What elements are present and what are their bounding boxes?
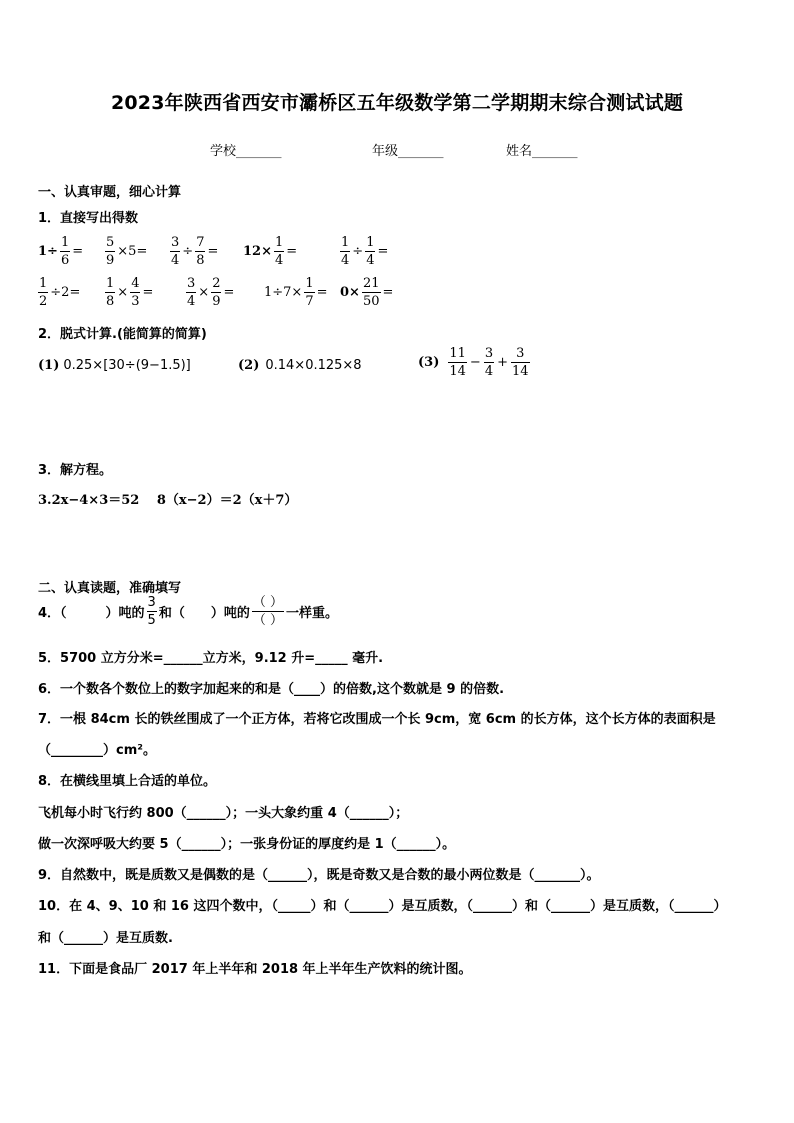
q1-row1-item1 (38, 236, 83, 267)
operator: × (117, 285, 129, 300)
expr-suffix: = (382, 285, 394, 300)
expr-prefix: 12× (243, 244, 272, 259)
fraction: $\frac{3}{4}$ (484, 346, 494, 379)
operator: − (469, 355, 481, 370)
expr-suffix: = (316, 285, 328, 300)
expr-prefix: 0× (340, 285, 360, 300)
expr-prefix: 1÷7× (264, 285, 303, 300)
fraction: $\frac{1}{4}$ (274, 235, 284, 268)
expr-suffix: = (72, 244, 84, 259)
q8-line2: 做一次深呼吸大约要 5（______）；一张身份证的厚度约是 1（______）。 (38, 837, 456, 852)
q8-line1: 飞机每小时飞行约 800（______）；一头大象约重 4（______）； (38, 806, 409, 821)
section-one-heading: 一、认真审题，细心计算 (38, 185, 182, 200)
fraction: $\frac{3}{4}$ (171, 235, 180, 268)
expr-suffix: = (207, 244, 219, 259)
fraction: $\frac{7}{8}$ (196, 235, 205, 268)
q11: 11．下面是食品厂 2017 年上半年和 2018 年上半年生产饮料的统计图。 (38, 962, 472, 977)
q2-part3 (418, 347, 530, 378)
q1-row1-item5 (340, 236, 388, 267)
q1-label: 1．直接写出得数 (38, 211, 139, 226)
q1-row2-item2 (105, 277, 153, 308)
q6: 6．一个数各个数位上的数字加起来的和是（____）的倍数,这个数就是 9 的倍数. (38, 682, 505, 697)
fraction: $\frac{1}{4}$ (366, 235, 375, 268)
q1-row2-item4 (264, 277, 328, 308)
expr-suffix: = (223, 285, 235, 300)
fraction: $\frac{1}{4}$ (341, 235, 350, 268)
fraction: $\frac{3}{5}$ (147, 595, 156, 628)
fraction: $\frac{3}{4}$ (187, 276, 196, 309)
q10-line2: 和（______）是互质数. (38, 931, 173, 946)
operator: ÷ (182, 244, 194, 259)
fraction-blank: $\frac{( )}{( )}$ (252, 595, 283, 628)
q1-row2-item3 (186, 277, 234, 308)
q1-row2-item1 (38, 277, 80, 308)
q4-text-a: 4．（ ）吨的 (38, 606, 145, 621)
expr-suffix: ÷2= (50, 285, 81, 300)
fraction: $\frac{4}{3}$ (131, 276, 140, 309)
page-title: 2023年陕西省西安市灞桥区五年级数学第二学期期末综合测试试题 (110, 92, 684, 114)
q5: 5．5700 立方分米=______立方米，9.12 升=_____ 毫升. (38, 651, 384, 666)
expr-prefix: 1÷ (38, 244, 58, 259)
q10-line1: 10．在 4、9、10 和 16 这四个数中，（_____）和（______）是互质数，（______）和（______）是互质数，（______） (38, 899, 727, 914)
grade-field: 年级_______ (372, 144, 444, 159)
fraction: $\frac{3}{14}$ (512, 346, 529, 379)
q7-line1: 7．一根 84cm 长的铁丝围成了一个正方体，若将它改围成一个长 9cm，宽 6cm 的长方体，这个长方体的表面积是 (38, 712, 716, 727)
school-field: 学校_______ (210, 144, 282, 159)
fraction: $\frac{1}{7}$ (305, 276, 314, 309)
q4-text-b: 和（ ）吨的 (158, 606, 250, 621)
expression: 0.14×0.125×8 (265, 358, 362, 373)
fraction: $\frac{11}{14}$ (449, 346, 466, 379)
q3-label: 3．解方程。 (38, 463, 113, 478)
expr-suffix: = (286, 244, 298, 259)
fraction: $\frac{21}{50}$ (362, 276, 380, 309)
q4-text-c: 一样重。 (285, 606, 338, 621)
q4 (38, 596, 338, 627)
q1-row1-item2 (105, 236, 147, 267)
part-label: (2) (238, 358, 260, 373)
fraction: $\frac{1}{8}$ (106, 276, 115, 309)
q3-equations: 3.2x−4×3＝52 8（x−2）＝2（x＋7） (38, 493, 298, 508)
q1-row1-item4 (243, 236, 297, 267)
part-label: (1) (38, 358, 60, 373)
fraction: $\frac{1}{2}$ (39, 276, 48, 309)
q8-label: 8．在横线里填上合适的单位。 (38, 774, 217, 789)
q1-row2-item5 (340, 277, 393, 308)
expression: 0.25×[30÷(9−1.5)] (63, 358, 191, 373)
q9: 9．自然数中，既是质数又是偶数的是（______），既是奇数又是合数的最小两位数是（_______）。 (38, 868, 600, 883)
operator: + (497, 355, 508, 370)
fraction: $\frac{2}{9}$ (212, 276, 221, 309)
q2-part1 (38, 358, 191, 373)
name-field: 姓名_______ (506, 144, 578, 159)
q7-line2: （________）cm²。 (38, 743, 156, 758)
operator: ÷ (352, 244, 364, 259)
part-label: (3) (418, 355, 440, 370)
operator: × (198, 285, 210, 300)
expr-suffix: ×5= (117, 244, 148, 259)
q2-label: 2．脱式计算.(能简算的简算) (38, 327, 207, 342)
expr-suffix: = (377, 244, 389, 259)
section-two-heading: 二、认真读题，准确填写 (38, 581, 182, 596)
q2-part2 (238, 358, 362, 373)
fraction: $\frac{5}{9}$ (106, 235, 115, 268)
expr-suffix: = (142, 285, 154, 300)
fraction: $\frac{1}{6}$ (60, 235, 70, 268)
q1-row1-item3 (170, 236, 218, 267)
